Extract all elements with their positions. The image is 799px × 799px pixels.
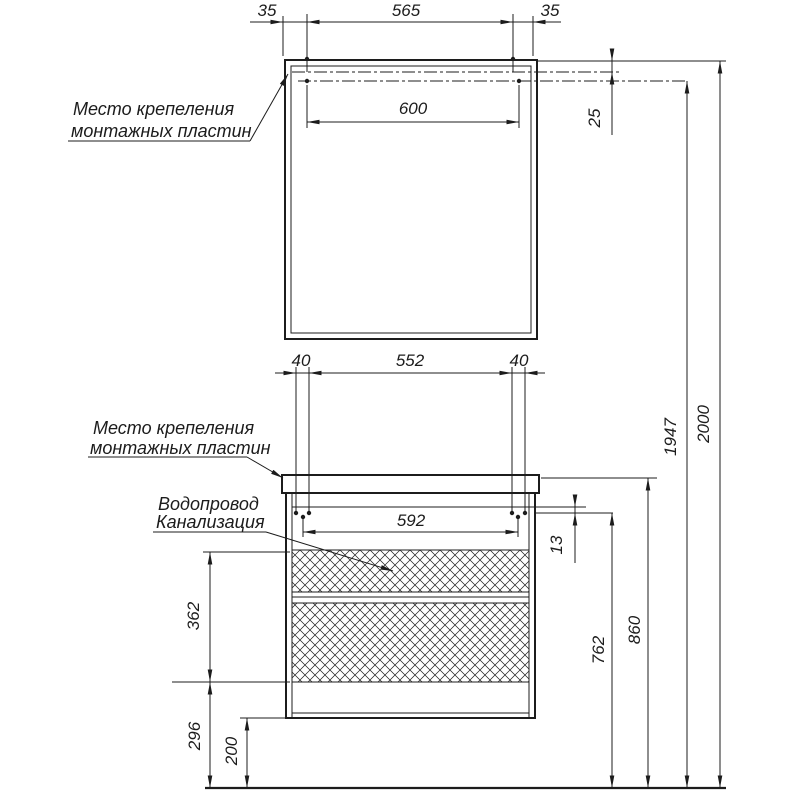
dim-mount-height-text: 1947 (661, 418, 680, 456)
callout-mirror-mount-line1: Место крепеления (73, 99, 235, 119)
callout-cabinet-mount-line2: монтажных пластин (90, 438, 271, 458)
callout-cabinet-mount-leader (247, 457, 283, 478)
vanity-cabinet-outline (282, 475, 613, 718)
callout-cabinet-mount (88, 418, 283, 478)
callout-mirror-mount-line2: монтажных пластин (71, 121, 252, 141)
dim-mirror-edge-left: 35 (257, 1, 277, 20)
upper-drawer-front-hatch (292, 550, 529, 592)
dim-left-bottom (172, 552, 290, 788)
mirror-cabinet-outline (285, 57, 726, 478)
dim-under-clearance-text: 296 (185, 721, 204, 751)
callout-plumbing-line1: Водопровод (158, 494, 259, 514)
dim-floor-gap-text: 200 (222, 736, 241, 766)
dim-mirror-top (250, 1, 561, 72)
countertop (282, 475, 539, 493)
dim-total-height-text: 2000 (694, 405, 713, 443)
dim-mirror-mount-span (307, 85, 519, 128)
dim-mirror-mount-drop-text: 25 (585, 108, 604, 128)
dim-cab-holes-span: 552 (395, 351, 425, 370)
dim-cab-edge-left: 40 (291, 351, 311, 370)
dim-cab-mount-drop (547, 495, 575, 563)
callout-mirror-mount (68, 74, 288, 141)
dim-cab-mount-span-text: 592 (396, 511, 426, 530)
dim-cab-mount-height-text: 762 (589, 635, 608, 665)
lower-drawer-front-hatch (292, 603, 529, 682)
callout-mirror-mount-leader (250, 74, 288, 141)
callout-cabinet-mount-line1: Место крепеления (93, 418, 255, 438)
dim-cabinet-top (275, 351, 545, 511)
dim-mirror-edge-right: 35 (540, 1, 560, 20)
dim-cab-mount-drop-text: 13 (547, 535, 566, 555)
dim-mirror-mount-drop (585, 49, 612, 135)
dim-worktop-height-text: 860 (625, 615, 644, 645)
dim-mirror-mount-span-text: 600 (398, 99, 428, 118)
dim-mirror-holes-span: 565 (391, 1, 421, 20)
dim-drawers-height-text: 362 (184, 601, 203, 631)
dim-cab-mount-span (303, 511, 518, 537)
callout-plumbing-line2: Канализация (156, 512, 265, 532)
dim-heights-mid (589, 478, 648, 788)
dim-cab-edge-right: 40 (509, 351, 529, 370)
dim-heights-right (661, 61, 720, 788)
